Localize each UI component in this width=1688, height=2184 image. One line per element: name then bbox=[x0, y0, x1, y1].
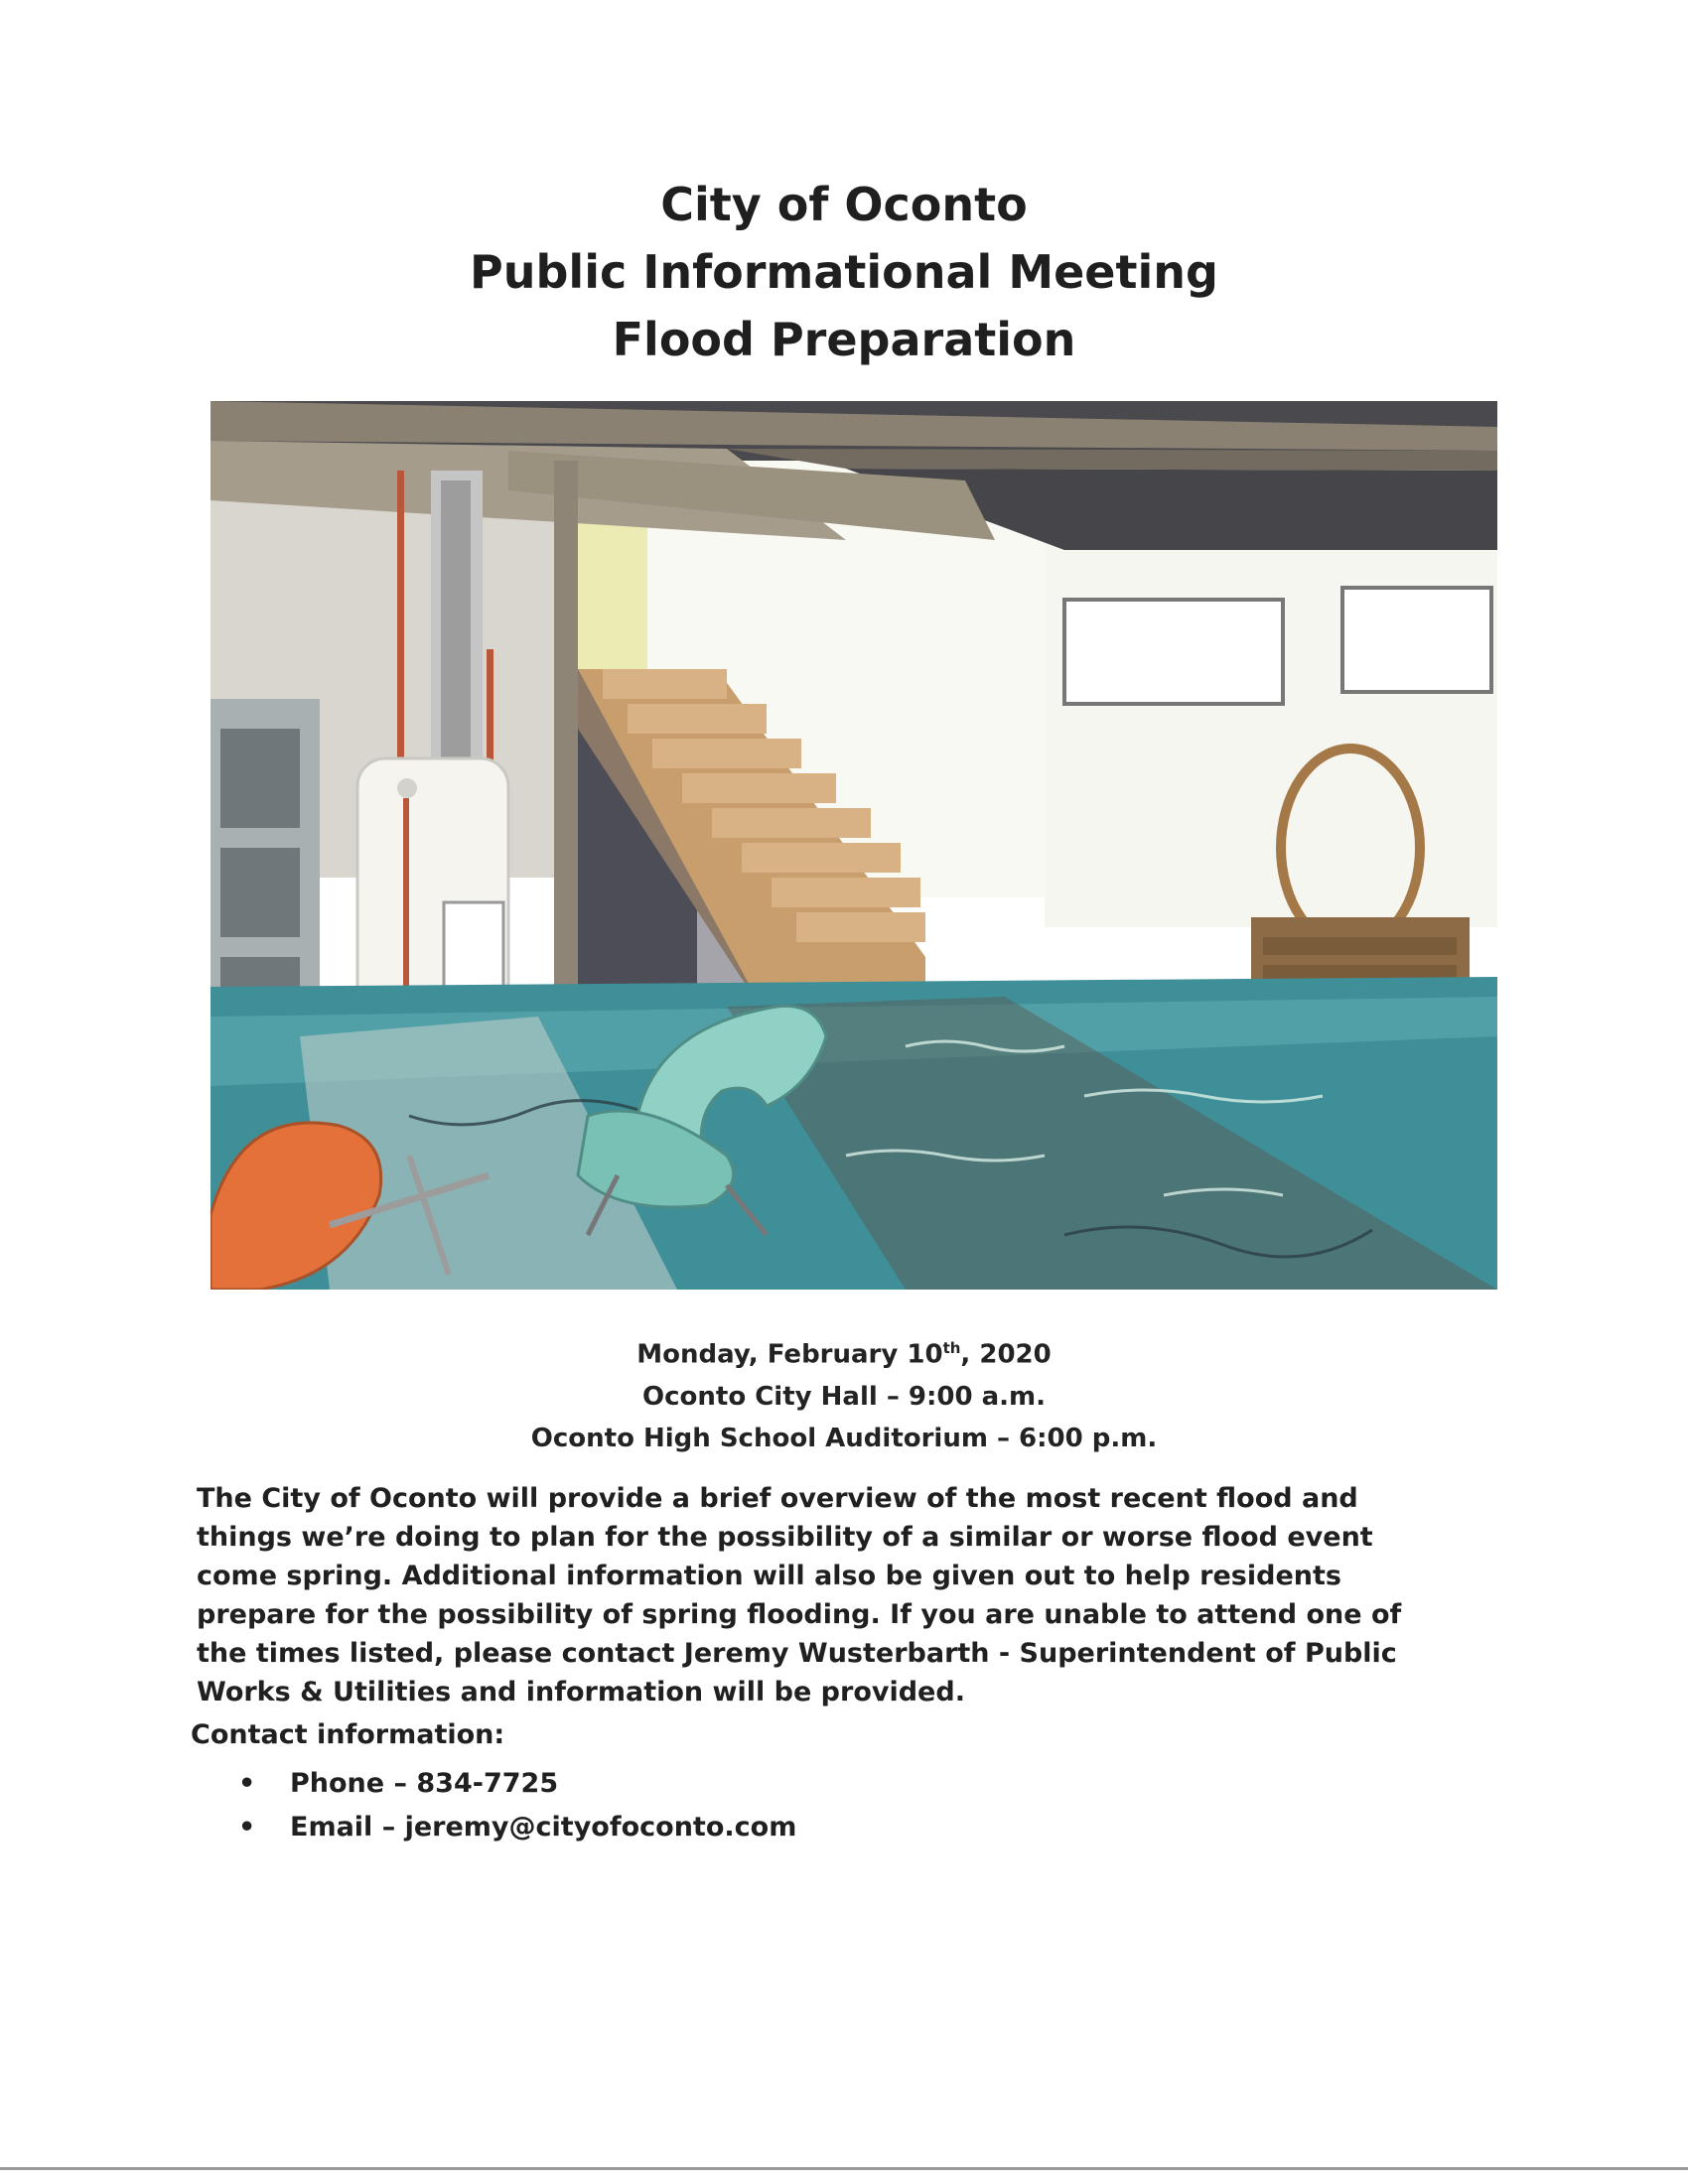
flyer-title bbox=[0, 171, 1688, 373]
meeting-session-high-school: Oconto High School Auditorium – 6:00 p.m. bbox=[530, 1423, 1158, 1453]
meeting-date-ordinal: th bbox=[942, 1339, 961, 1357]
flooded-basement-illustration bbox=[211, 401, 1497, 1290]
bullet-icon: • bbox=[238, 1768, 256, 1799]
contact-label: Contact information: bbox=[191, 1719, 505, 1750]
meeting-description: The City of Oconto will provide a brief overview of the most recent flood and things we’re doing to plan for the possibility of a similar or worse flood event come spring. Additional information will also be given out to help residents prepare for the possibility of spring flooding. If you are unable to attend one of the times listed, please contact Jeremy Wusterbarth - Superintendent of Public Works & Utilities and information will be provided. bbox=[197, 1483, 1402, 1707]
bullet-icon: • bbox=[238, 1812, 256, 1843]
title-city: City of Oconto bbox=[660, 178, 1028, 231]
title-topic: Flood Preparation bbox=[612, 313, 1076, 366]
contact-list bbox=[236, 1762, 796, 1849]
contact-email bbox=[236, 1806, 796, 1849]
title-meeting: Public Informational Meeting bbox=[470, 245, 1218, 299]
contact-email-text: Email – jeremy@cityofoconto.com bbox=[290, 1812, 797, 1843]
flooded-basement-icon bbox=[211, 401, 1497, 1290]
meeting-date bbox=[0, 1327, 1688, 1376]
meeting-date-text: Monday, February 10 bbox=[636, 1339, 943, 1370]
meeting-session-city-hall: Oconto City Hall – 9:00 a.m. bbox=[642, 1381, 1046, 1412]
contact-phone bbox=[236, 1762, 796, 1806]
meeting-date-year: , 2020 bbox=[960, 1339, 1052, 1370]
contact-phone-text: Phone – 834-7725 bbox=[290, 1768, 559, 1799]
meeting-details bbox=[0, 1327, 1688, 1459]
page-bottom-rule bbox=[0, 2167, 1688, 2170]
